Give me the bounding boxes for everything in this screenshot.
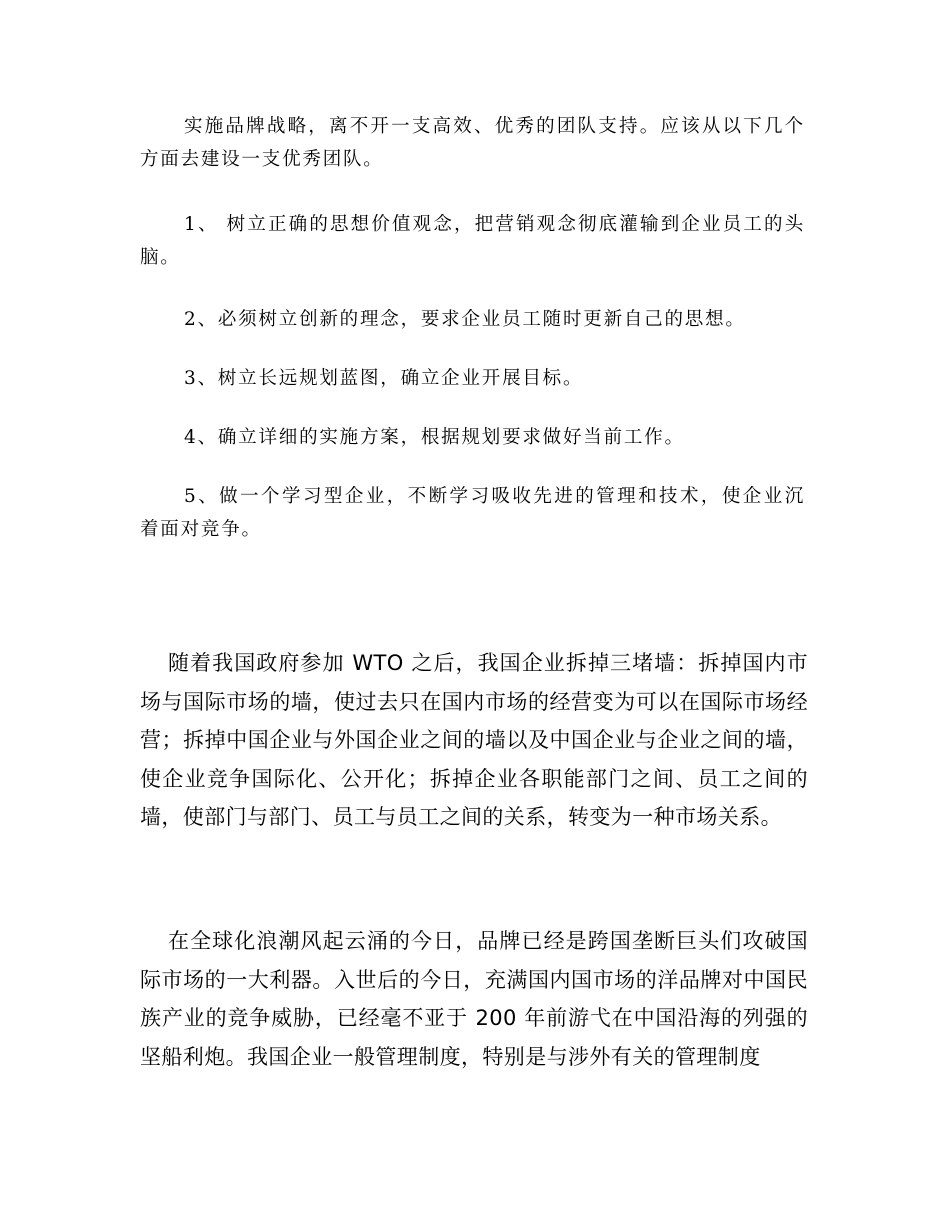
- list-item-4: 4、确立详细的实施方案，根据规划要求做好当前工作。: [184, 427, 685, 448]
- globalization-paragraph: 在全球化浪潮风起云涌的今日，品牌已经是跨国垄断巨头们攻破国际市场的一大利器。入世后的今日，充满国内国市场的洋品牌对中国民族产业的竞争威胁，已经毫不亚于 200 年前游弋在中国沿海的列强的坚船利炮。我国企业一般管理制度，特别是与涉外有关的管理制度: [140, 929, 808, 1069]
- list-item-5: 5、做一个学习型企业，不断学习吸收先进的管理和技术，使企业沉着面对竞争。: [140, 486, 805, 540]
- list-item-2: 2、必须树立创新的理念，要求企业员工随时更新自己的思想。: [184, 309, 746, 330]
- list-item-1: 1、 树立正确的思想价值观念，把营销观念彻底灌输到企业员工的头脑。: [140, 214, 805, 268]
- intro-paragraph: 实施品牌战略，离不开一支高效、优秀的团队支持。应该从以下几个方面去建设一支优秀团队。: [140, 116, 805, 170]
- wto-paragraph: 随着我国政府参加 WTO 之后，我国企业拆掉三堵墙：拆掉国内市场与国际市场的墙，使过去只在国内市场的经营变为可以在国际市场经营；拆掉中国企业与外国企业之间的墙以及中国企业与企业之间的墙，使企业竞争国际化、公开化；拆掉企业各职能部门之间、员工之间的墙，使部门与部门、员工与员工之间的关系，转变为一种市场关系。: [140, 651, 808, 829]
- list-item-3: 3、树立长远规划蓝图，确立企业开展目标。: [184, 368, 584, 389]
